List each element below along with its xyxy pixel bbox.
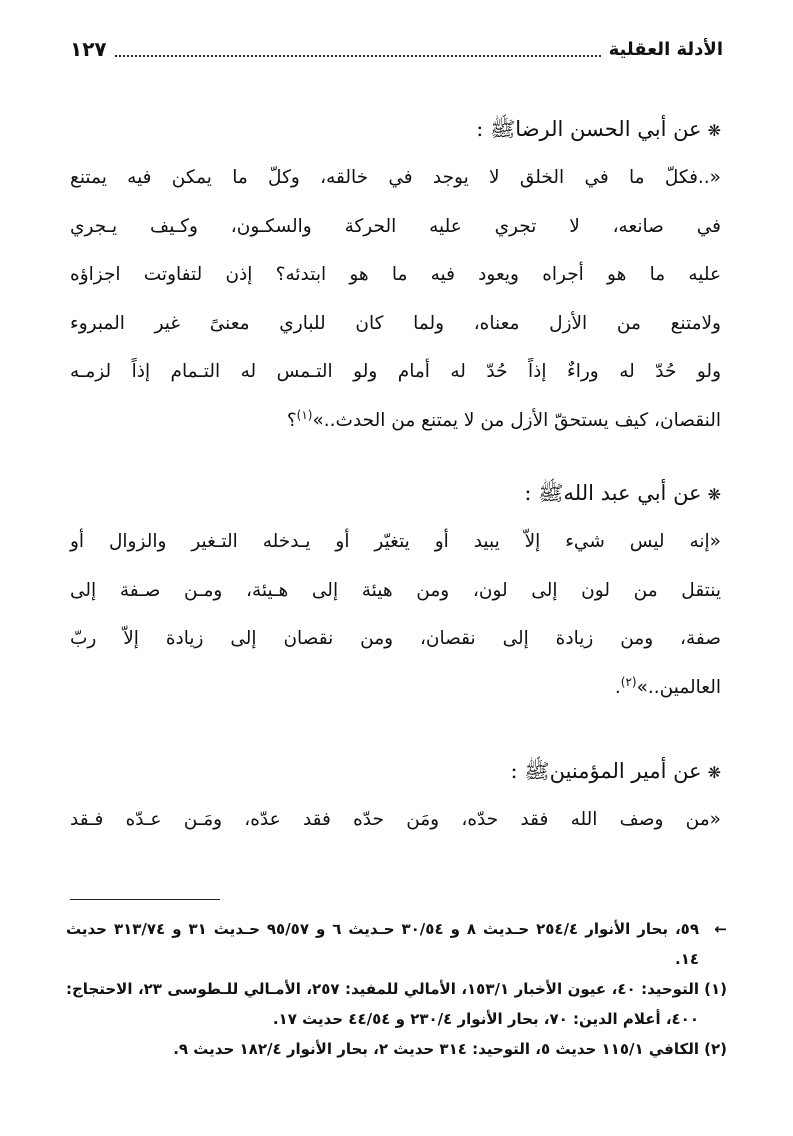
hadith-text bbox=[70, 518, 721, 712]
text-line: ينتقل من لون إلى لون، ومن هيئة إلى هـيئة، ومـن صـفة إلى bbox=[70, 579, 721, 601]
heading-text: عن أبي عبد اللهﷺ : bbox=[524, 481, 702, 505]
text-line: «..فكلّ ما في الخلق لا يوجد في خالقه، وكلّ ما يمكن فيه يمتنع bbox=[70, 167, 721, 188]
footnotes bbox=[66, 914, 727, 1064]
text-line: العالمين..» bbox=[636, 676, 721, 698]
hadith-text bbox=[70, 154, 721, 445]
chapter-title: الأدلة العقلية bbox=[608, 38, 723, 60]
footnote-marker: (٢) bbox=[704, 1040, 727, 1058]
footnote-continuation bbox=[66, 914, 727, 974]
footnote-text: التوحيد: ٤٠، عيون الأخبار ١٥٣/١، الأمالي للمفيد: ٢٥٧، الأمـالي للـطوسى ٢٣، الاحتجاج: ٤٠٠، أعلام الدين: ٧٠، بحار الأنوار ٢٣٠/٤ و ٤٤/٥٤ حديث ١٧. bbox=[66, 980, 699, 1028]
text-line: صفة، ومن زيادة إلى نقصان، ومن نقصان إلى زيادة إلاّ ربّ bbox=[70, 628, 721, 649]
footnote-1 bbox=[66, 974, 727, 1034]
asterism-icon: ❋ bbox=[707, 763, 721, 782]
text-line: ولامتنع من الأزل معناه، ولما كان للباري معنىً غير المبروء bbox=[70, 312, 721, 334]
text-line: ولو حُدّ له وراءٌ إذاً حُدّ له أمام ولو التـمس له التـمام إذاً لزمـه bbox=[70, 361, 721, 382]
hadith-section-1 bbox=[70, 114, 721, 445]
hadith-heading bbox=[70, 114, 721, 146]
asterism-icon: ❋ bbox=[707, 121, 721, 140]
footnote-marker: (١) bbox=[704, 980, 727, 998]
text-line: النقصان، كيف يستحقّ الأزل من لا يمتنع من الحدث..» bbox=[312, 409, 721, 431]
footnote-2 bbox=[66, 1034, 727, 1064]
hadith-section-2 bbox=[70, 478, 721, 712]
hadith-heading bbox=[70, 478, 721, 510]
line-tail: . bbox=[614, 676, 621, 698]
footnote-separator bbox=[70, 899, 220, 900]
page-number: ١٢٧ bbox=[70, 37, 107, 61]
text-line: «من وصف الله فقد حدّه، ومَن حدّه فقد عدّه، ومَـن عـدّه فـقد bbox=[70, 809, 721, 830]
footnote-ref[interactable]: (٢) bbox=[620, 674, 637, 689]
asterism-icon: ❋ bbox=[707, 485, 721, 504]
hadith-text bbox=[70, 796, 721, 845]
text-line-last bbox=[70, 397, 721, 446]
text-line: عليه ما هو أجراه ويعود فيه ما هو ابتدئه؟ إذن لتفاوتت اجزاؤه bbox=[70, 264, 721, 285]
text-line-last bbox=[70, 664, 721, 713]
text-line: «إنه ليس شيء إلاّ يبيد أو يتغيّر أو يـدخله التـغير والزوال أو bbox=[70, 531, 721, 552]
footnote-ref[interactable]: (١) bbox=[296, 407, 313, 422]
heading-text: عن أبي الحسن الرضاﷺ : bbox=[476, 117, 702, 141]
hadith-heading bbox=[70, 756, 721, 788]
line-tail: ؟ bbox=[286, 409, 297, 431]
arrow-left-icon: ← bbox=[714, 920, 727, 938]
heading-text: عن أمير المؤمنينﷺ : bbox=[510, 759, 702, 783]
dot-leader bbox=[115, 41, 601, 57]
text-line: في صانعه، لا تجري عليه الحركة والسكـون، وكـيف يـجري bbox=[70, 215, 721, 237]
running-header bbox=[70, 34, 723, 64]
footnote-text: الكافي ١١٥/١ حديث ٥، التوحيد: ٣١٤ حديث ٢، بحار الأنوار ١٨٢/٤ حديث ٩. bbox=[173, 1040, 699, 1058]
footnote-text: ٥٩، بحار الأنوار ٢٥٤/٤ حـديث ٨ و ٣٠/٥٤ حـديث ٦ و ٩٥/٥٧ حـديث ٣١ و ٣١٣/٧٤ حديث ١٤. bbox=[66, 920, 699, 968]
hadith-section-3 bbox=[70, 756, 721, 845]
